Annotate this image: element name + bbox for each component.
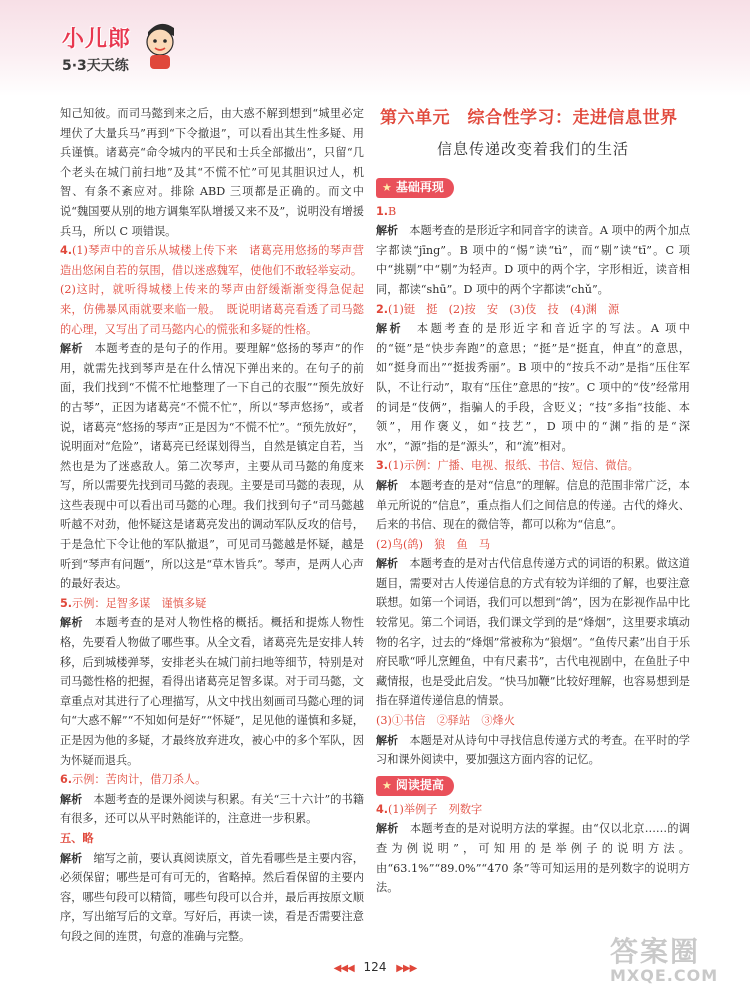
answer-item-1 bbox=[376, 202, 690, 222]
answer-item-5 bbox=[60, 594, 364, 614]
question-number: 1. bbox=[376, 204, 389, 218]
answer-item-2 bbox=[376, 300, 690, 320]
logo-main-text: 小儿郎 bbox=[62, 27, 132, 52]
answer-text: (2)这时，就听得城楼上传来的琴声由舒缓渐渐变得急促起来，仿佛暴风雨就要来临一般。 既说明诸葛亮看透了司马懿的心理，又写出了司马懿内心的慌张和多疑的性格。 bbox=[60, 283, 364, 336]
right-arrows-icon: ▶▶▶ bbox=[396, 963, 417, 974]
analysis-label: 解析 bbox=[376, 733, 399, 747]
answer-item-4 bbox=[376, 800, 690, 820]
answer-item-6 bbox=[60, 770, 364, 790]
answer-item-3 bbox=[376, 456, 690, 476]
brand-logo bbox=[62, 22, 131, 75]
page-number: 124 bbox=[363, 960, 387, 974]
answer-text: (3)①书信 ②驿站 ③烽火 bbox=[376, 714, 515, 728]
watermark-text: 答案圈 bbox=[610, 935, 701, 968]
mascot-boy-icon bbox=[140, 18, 180, 70]
analysis-label: 解析 bbox=[376, 557, 399, 571]
analysis-label: 解析 bbox=[376, 822, 399, 836]
analysis-paragraph bbox=[376, 319, 690, 456]
answer-paragraph: 知己知彼。而司马懿到来之后，由大惑不解到想到“城里必定埋伏了大量兵马”再到“下令撤退”，可以看出其生性多疑、用兵谨慎。诸葛亮“命令城内的平民和士兵全部撤出”，只留“几个老头在城门前扫地”及其“不慌不忙”可见其胆识过人，机智、有条不紊应对。排除 ABD 三项都是正确的。而文中说“魏国要从别的地方调集军队增援又来不及”，说明没有增援兵马，所以 C 项错误。 bbox=[60, 107, 364, 238]
analysis-label: 解析 bbox=[60, 616, 84, 630]
question-number: 4. bbox=[376, 802, 389, 816]
tag-label: 基础再现 bbox=[395, 179, 444, 194]
question-number: 6. bbox=[60, 773, 73, 787]
analysis-paragraph bbox=[60, 339, 364, 594]
tag-label: 阅读提高 bbox=[395, 778, 444, 793]
section-tag-basics bbox=[376, 178, 454, 198]
analysis-paragraph bbox=[376, 221, 690, 299]
question-number: 5. bbox=[60, 596, 73, 610]
answer-text: (2)鸟(鸽) 狼 鱼 马 bbox=[376, 537, 491, 551]
analysis-text: 本题考查的是对“信息”的理解。信息的范围非常广泛，本单元所说的“信息”，重点指人们之间信息的传递。古代的烽火、后来的书信、现在的微信等，都可以称为“信息”。 bbox=[376, 478, 690, 532]
analysis-paragraph bbox=[376, 554, 690, 711]
answer-item-4b bbox=[60, 280, 364, 339]
left-arrows-icon: ◀◀◀ bbox=[333, 963, 354, 974]
analysis-paragraph bbox=[60, 613, 364, 770]
analysis-label: 解析 bbox=[376, 224, 399, 238]
analysis-paragraph bbox=[60, 790, 364, 829]
analysis-paragraph bbox=[376, 476, 690, 535]
analysis-paragraph bbox=[60, 849, 364, 947]
answer-text: B bbox=[388, 204, 397, 218]
analysis-text: 缩写之前，要认真阅读原文，首先看哪些是主要内容，必须保留；哪些是可有可无的，省略掉。然后看保留的主要内容，哪些句段可以精简，哪些句段可以合并，最后再按原文顺序，写出缩写后的文章。写好后，再读一读，看是否需要注意句段之间的连贯，句意的准确与完整。 bbox=[60, 851, 364, 943]
answer-text: (1)铤 挺 (2)按 安 (3)伎 技 (4)渊 源 bbox=[388, 302, 620, 316]
analysis-label: 解析 bbox=[376, 322, 404, 336]
answer-text: (1)举例子 列数字 bbox=[388, 802, 483, 816]
analysis-text: 本题考查的是对说明方法的掌握。由“仅以北京……的调查为例说明”，可知用的是举例子的说明方法。由“63.1%”“89.0%”“470 条”等可知运用的是列数字的说明方法。 bbox=[376, 822, 690, 895]
analysis-text: 本题考查的是句子的作用。要理解“悠扬的琴声”的作用，就需先找到琴声是在什么情况下弹出来的。在句子的前面，我们找到“不慌不忙地整理了一下自己的衣服”“预先放好的古琴”，正因为诸葛亮“不慌不忙”，所以“琴声悠扬”，或者说，诸葛亮“悠扬的琴声”正是因为“不慌不忙”。“预先放好”，说明面对“危险”，诸葛亮已经谋划得当，自然是镇定自若，当然也是为了迷惑敌人。第二次琴声，主要从司马懿的角度来写，所以需要先找到司马懿的表现。主要是司马懿的表现，从这些表现中可以看出司马懿的心理。我们找到句子“司马懿越听越不对劲，他怀疑这是诸葛亮发出的调动军队反攻的信号，于是急忙下令让他的军队撤退”，可见司马懿越是怀疑，越是听到“琴声有问题”，所以这是“草木皆兵”。琴声，是两人心声的最好表达。 bbox=[60, 342, 364, 591]
left-column bbox=[60, 104, 364, 947]
answer-item-3c bbox=[376, 711, 690, 731]
answer-text: 示例：足智多谋 谨慎多疑 bbox=[72, 596, 207, 610]
section-tag-reading bbox=[376, 776, 454, 796]
answer-text: (1)琴声中的音乐从城楼上传下来 诸葛亮用悠扬的琴声营造出悠闲自若的氛围，借以迷惑魏军，使他们不敢轻举妄动。 bbox=[60, 244, 364, 277]
watermark-logo bbox=[610, 930, 740, 996]
answer-item-3b bbox=[376, 535, 690, 555]
unit-subtitle: 信息传递改变着我们的生活 bbox=[436, 140, 629, 158]
analysis-label: 解析 bbox=[60, 342, 84, 356]
star-icon: ★ bbox=[382, 180, 392, 194]
question-number: 3. bbox=[376, 459, 389, 473]
question-number: 2. bbox=[376, 302, 389, 316]
section-heading: 五、略 bbox=[60, 831, 94, 845]
analysis-text: 本题考查的是对人物性格的概括。概括和提炼人物性格，先要看人物做了哪些事。从全文看，诸葛亮先是安排人转移，后到城楼弹琴，安排老头在城门前扫地等细节，特别是对司马懿性格的把握，看得出诸葛亮足智多谋。对于司马懿，文章重点对其进行了心理描写，从文中找出刻画司马懿心理的词句“大惑不解”“不知如何是好”“怀疑”，足见他的谨慎和多疑，正是因为他的多疑，才最终放弃进攻，被心中的多个军队，因为怀疑而退兵。 bbox=[60, 616, 364, 767]
answer-text: (1)示例：广播、电视、报纸、书信、短信、微信。 bbox=[388, 459, 639, 473]
analysis-paragraph bbox=[376, 731, 690, 770]
question-number: 4. bbox=[60, 244, 73, 258]
analysis-text: 本题考查的是形近字和音近字的写法。A 项中的“铤”是“快步奔跑”的意思；“挺”是“挺直，伸直”的意思，如“挺身而出”“挺拔秀丽”。B 项中的“按兵不动”是指“压住军队，不让行动”，取有“压住”意思的“按”。C 项中的“伎”经常用的词是“伎俩”，指骗人的手段，含贬义；“技”多指“技能、本领”，用作褒义，如“技艺”，D 项中的“渊”指的是“深水”，“源”指的是“源头”，和“流”相对。 bbox=[376, 322, 690, 453]
analysis-label: 解析 bbox=[376, 478, 399, 492]
unit-title: 第六单元 综合性学习：走进信息世界 bbox=[380, 108, 678, 128]
analysis-label: 解析 bbox=[60, 792, 83, 806]
analysis-paragraph bbox=[376, 819, 690, 897]
analysis-text: 本题是对从诗句中寻找信息传递方式的考查。在平时的学习和课外阅读中，要加强这方面内容的记忆。 bbox=[376, 733, 690, 767]
analysis-text: 本题考查的是课外阅读与积累。有关“三十六计”的书籍有很多，还可以从平时熟能详的，注意进一步积累。 bbox=[60, 792, 364, 826]
star-icon: ★ bbox=[382, 779, 392, 793]
analysis-text: 本题考查的是形近字和同音字的读音。A 项中的两个加点字都读“jīng”。B 项中的“惕”读“tì”，而“剔”读“tī”。C 项中“挑剔”中“剔”为轻声。D 项中的两个字，字形相近，读音相同，都读“shū”。D 项中的两个字都读“chǔ”。 bbox=[376, 224, 691, 296]
logo-sub-text: 5·3天天练 bbox=[62, 58, 129, 74]
answer-item-4a bbox=[60, 241, 364, 280]
watermark-domain: MXQE.COM bbox=[610, 966, 719, 985]
analysis-label: 解析 bbox=[60, 851, 83, 865]
analysis-text: 本题考查的是对古代信息传递方式的词语的积累。做这道题目，需要对古人传递信息的方式有较为详细的了解，也要注意联想。如第一个词语，我们可以想到“鸽”，因为在影视作品中比较常见。第二个词语，我们课文学到的是“烽烟”，这里要求填动物的名字，过去的“烽烟”常被称为“狼烟”。“鱼传尺素”出自于乐府民歌“呼儿烹鲤鱼，中有尺素书”，古代电视剧中，在鱼肚子中藏情报，也是受此启发。“快马加鞭”比较好理解，也容易想到是指在驿道传递信息的情景。 bbox=[376, 557, 691, 708]
answer-text: 示例：苦肉计，借刀杀人。 bbox=[72, 773, 207, 787]
right-column bbox=[376, 104, 690, 898]
